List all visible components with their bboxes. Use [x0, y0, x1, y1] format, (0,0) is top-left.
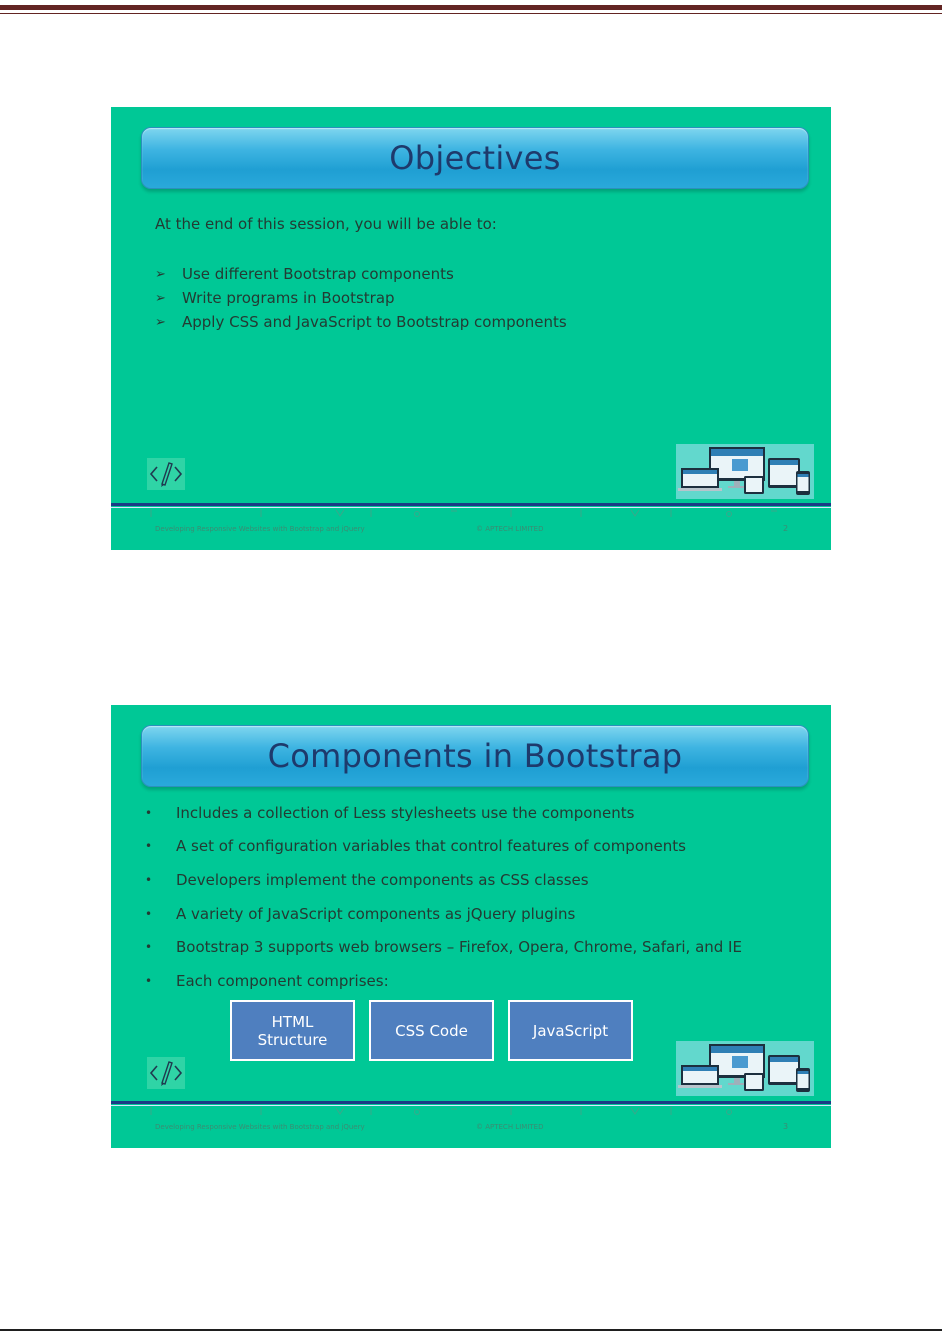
bullet-icon: • — [145, 973, 153, 988]
footer-copyright: © APTECH LIMITED — [476, 1123, 544, 1131]
bullet-icon: • — [145, 839, 153, 854]
component-box-css: CSS Code — [369, 1000, 494, 1061]
slide-title-bar — [141, 725, 809, 787]
arrow-bullet-icon: ➢ — [155, 266, 166, 282]
slide-title-bar — [141, 127, 809, 189]
list-item — [145, 930, 742, 964]
objective-text: Apply CSS and JavaScript to Bootstrap components — [182, 313, 567, 331]
page-top-rule — [0, 5, 942, 10]
page-top-rule-thin — [0, 13, 942, 14]
components-bullet-list — [145, 796, 742, 998]
list-item — [155, 262, 567, 286]
bullet-text: Bootstrap 3 supports web browsers – Firefox, Opera, Chrome, Safari, and IE — [176, 938, 742, 957]
bullet-text: Each component comprises: — [176, 971, 389, 990]
arrow-bullet-icon: ➢ — [155, 290, 166, 306]
objective-text: Write programs in Bootstrap — [182, 289, 395, 307]
footer-decorative-strip — [111, 1106, 831, 1116]
footer-divider — [111, 503, 831, 506]
footer-copyright: © APTECH LIMITED — [476, 525, 544, 533]
list-item — [155, 286, 567, 310]
responsive-devices-icon — [676, 1041, 814, 1096]
pen-code-icon — [147, 458, 185, 490]
footer-course-title: Developing Responsive Websites with Bootstrap and jQuery — [155, 525, 365, 533]
list-item — [155, 310, 567, 334]
list-item — [145, 830, 742, 864]
slide-title: Objectives — [389, 139, 561, 177]
bullet-text: Includes a collection of Less stylesheets use the components — [176, 803, 635, 822]
objectives-intro: At the end of this session, you will be able to: — [155, 215, 497, 233]
responsive-devices-icon — [676, 444, 814, 499]
bullet-icon: • — [145, 906, 153, 921]
footer-divider — [111, 1101, 831, 1104]
bullet-text: A set of configuration variables that control features of components — [176, 837, 686, 856]
bullet-icon: • — [145, 940, 153, 955]
objectives-list — [155, 262, 567, 334]
footer-course-title: Developing Responsive Websites with Bootstrap and jQuery — [155, 1123, 365, 1131]
list-item — [145, 964, 742, 998]
slide-title: Components in Bootstrap — [267, 737, 683, 775]
slide-components — [111, 705, 831, 1148]
pen-code-icon — [147, 1057, 185, 1089]
page-bottom-rule — [0, 1329, 942, 1331]
component-box-javascript: JavaScript — [508, 1000, 633, 1061]
slide-page-number: 2 — [783, 524, 789, 533]
footer-decorative-strip — [111, 508, 831, 518]
bullet-text: Developers implement the components as CSS classes — [176, 870, 589, 889]
slide-page-number: 3 — [783, 1122, 789, 1131]
component-box-html: HTML Structure — [230, 1000, 355, 1061]
list-item — [145, 863, 742, 897]
list-item — [145, 897, 742, 931]
bullet-icon: • — [145, 872, 153, 887]
list-item — [145, 796, 742, 830]
slide-objectives — [111, 107, 831, 550]
objective-text: Use different Bootstrap components — [182, 265, 454, 283]
arrow-bullet-icon: ➢ — [155, 314, 166, 330]
bullet-text: A variety of JavaScript components as jQuery plugins — [176, 904, 576, 923]
bullet-icon: • — [145, 805, 153, 820]
